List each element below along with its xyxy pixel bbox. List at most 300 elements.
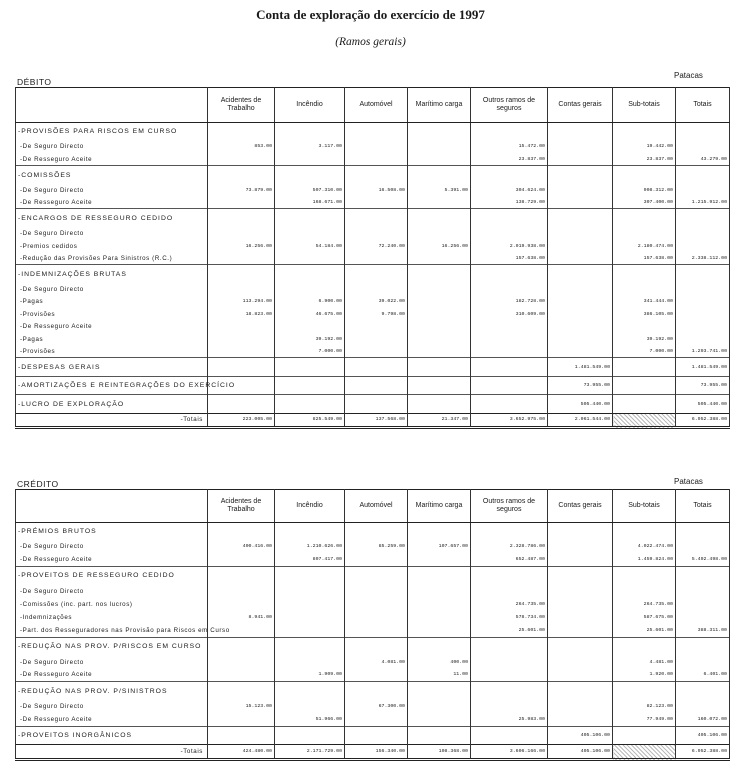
cell-value [345,726,408,744]
table-row [16,655,730,668]
cell-value: 1.459.824.00 [613,553,676,566]
cell-value: 2.328.786.00 [471,540,548,553]
total-value: 405.106.00 [548,744,613,759]
cell-value: 6.900.00 [275,296,345,308]
row-label: -PRÉMIOS BRUTOS [16,522,208,540]
cell-value [471,682,548,700]
cell-value [208,713,275,726]
cell-value [208,553,275,566]
table-row [16,240,730,252]
cell-value: 2.338.112.00 [676,252,730,264]
column-header: Marítimo carga [408,88,471,123]
cell-value [613,166,676,184]
cell-value [676,166,730,184]
cell-value [208,252,275,264]
cell-value [345,166,408,184]
cell-value [676,700,730,713]
cell-value [345,227,408,239]
cell-value [345,522,408,540]
section-heading-row [16,265,730,283]
cell-value [548,296,613,308]
cell-value [208,333,275,345]
section-heading-row [16,358,730,376]
cell-value [676,308,730,320]
row-label: -ENCARGOS DE RESSEGURO CEDIDO [16,209,208,227]
total-value: 21.347.00 [408,413,471,427]
cell-value [613,376,676,394]
cell-value [548,669,613,682]
cell-value: 4.081.00 [345,655,408,668]
cell-value: 264.735.00 [471,598,548,611]
total-value: 6.952.388.00 [676,744,730,759]
cell-value [471,209,548,227]
cell-value [275,682,345,700]
cell-value: 23.837.00 [613,153,676,165]
cell-value [208,682,275,700]
cell-value [676,141,730,153]
credit-currency-label: Patacas [674,477,703,486]
cell-value: 16.256.00 [408,240,471,252]
cell-value: 72.240.00 [345,240,408,252]
cell-value [345,265,408,283]
cell-value [471,585,548,598]
cell-value [471,522,548,540]
cell-value [408,395,471,413]
cell-value [275,358,345,376]
cell-value [345,713,408,726]
row-label: -PROVEITOS INORGÂNICOS [16,726,208,744]
cell-value [676,227,730,239]
section-heading-row [16,522,730,540]
column-header: Incêndio [275,88,345,123]
cell-value [408,522,471,540]
cell-value [548,598,613,611]
column-header: Sub-totais [613,490,676,523]
row-label: -REDUÇÃO NAS PROV. P/SINISTROS [16,682,208,700]
cell-value [345,321,408,333]
cell-value [275,726,345,744]
cell-value: 39.192.00 [613,333,676,345]
cell-value [471,637,548,655]
cell-value [471,321,548,333]
cell-value [208,637,275,655]
cell-value [345,682,408,700]
cell-value: 15.123.00 [208,700,275,713]
cell-value [408,726,471,744]
cell-value [208,585,275,598]
cell-value [548,209,613,227]
cell-value [208,346,275,358]
header-row [16,88,730,123]
cell-value [345,209,408,227]
cell-value [548,166,613,184]
cell-value [208,726,275,744]
cell-value [275,283,345,295]
cell-value [676,598,730,611]
cell-value [408,227,471,239]
cell-value [208,153,275,165]
cell-value [345,153,408,165]
cell-value [548,321,613,333]
cell-value [208,283,275,295]
cell-value [548,624,613,637]
cell-value: 5.492.498.00 [676,553,730,566]
cell-value: 160.072.00 [676,713,730,726]
row-label: -De Resseguro Aceite [16,196,208,208]
cell-value: 400.00 [408,655,471,668]
cell-value: 16.508.00 [345,184,408,196]
cell-value [275,122,345,140]
cell-value [613,395,676,413]
cell-value: 73.879.00 [208,184,275,196]
hatched-subtotal-cell [613,413,676,427]
cell-value [471,166,548,184]
cell-value [275,624,345,637]
cell-value: 51.966.00 [275,713,345,726]
table-row [16,333,730,345]
cell-value: 388.311.00 [676,624,730,637]
header-row [16,490,730,523]
row-label: -Premios cedidos [16,240,208,252]
row-label: -Redução das Provisões Para Sinistros (R.C.) [16,252,208,264]
cell-value [345,611,408,624]
cell-value [613,585,676,598]
row-label: -De Seguro Directo [16,700,208,713]
row-label: -PROVISÕES PARA RISCOS EM CURSO [16,122,208,140]
cell-value [471,395,548,413]
cell-value [208,321,275,333]
cell-value: 113.294.00 [208,296,275,308]
cell-value [548,283,613,295]
cell-value [408,567,471,585]
total-value: 137.568.00 [345,413,408,427]
cell-value: 807.417.00 [275,553,345,566]
cell-value [676,333,730,345]
cell-value [676,540,730,553]
cell-value [676,122,730,140]
cell-value [676,567,730,585]
cell-value [208,655,275,668]
cell-value [408,252,471,264]
cell-value: 23.837.00 [471,153,548,165]
cell-value [408,166,471,184]
cell-value: 4.481.00 [613,655,676,668]
column-header: Totais [676,88,730,123]
cell-value: 43.279.00 [676,153,730,165]
total-value: 223.005.00 [208,413,275,427]
cell-value [408,682,471,700]
cell-value [548,522,613,540]
cell-value: 5.391.00 [408,184,471,196]
cell-value [548,540,613,553]
cell-value [345,637,408,655]
column-header: Outros ramos de seguros [471,88,548,123]
cell-value: 15.472.00 [471,141,548,153]
cell-value: 400.416.00 [208,540,275,553]
cell-value [345,553,408,566]
cell-value: 19.442.00 [613,141,676,153]
row-label: -COMISSÕES [16,166,208,184]
cell-value: 405.106.00 [548,726,613,744]
cell-value [548,637,613,655]
cell-value [471,655,548,668]
cell-value: 157.638.00 [613,252,676,264]
cell-value [548,713,613,726]
section-heading-row [16,682,730,700]
totals-label: -Totais [16,413,208,427]
cell-value [275,209,345,227]
cell-value [676,296,730,308]
cell-value [275,376,345,394]
cell-value [275,522,345,540]
cell-value [275,153,345,165]
cell-value [471,265,548,283]
cell-value: 405.106.00 [676,726,730,744]
row-label: -De Seguro Directo [16,655,208,668]
credit-section-label: CRÉDITO [17,479,59,489]
cell-value: 2.180.474.00 [613,240,676,252]
row-label: -Indemnizações [16,611,208,624]
cell-value: 18.823.00 [208,308,275,320]
cell-value [408,611,471,624]
cell-value: 652.487.00 [471,553,548,566]
section-heading-row [16,726,730,744]
total-value: 3.652.975.00 [471,413,548,427]
cell-value [548,567,613,585]
row-label: -Pagas [16,333,208,345]
cell-value [208,567,275,585]
cell-value: 1.481.549.00 [548,358,613,376]
cell-value [345,395,408,413]
cell-value [613,283,676,295]
section-heading-row [16,376,730,394]
cell-value [275,655,345,668]
cell-value: 6.401.00 [676,669,730,682]
cell-value [408,700,471,713]
cell-value [676,240,730,252]
cell-value [613,321,676,333]
row-label: -REDUÇÃO NAS PROV. P/RISCOS EM CURSO [16,637,208,655]
cell-value [471,227,548,239]
totals-row [16,413,730,427]
cell-value [208,358,275,376]
row-label: -De Resseguro Aceite [16,321,208,333]
cell-value: 25.983.00 [471,713,548,726]
cell-value: 25.601.00 [471,624,548,637]
cell-value [275,166,345,184]
table-row [16,713,730,726]
cell-value [408,265,471,283]
row-label: -AMORTIZAÇÕES E REINTEGRAÇÕES DO EXERCÍCIO [16,376,208,394]
cell-value [408,585,471,598]
column-header: Totais [676,490,730,523]
cell-value: 73.955.00 [676,376,730,394]
cell-value [408,196,471,208]
row-label: -De Resseguro Aceite [16,153,208,165]
cell-value: 587.675.00 [613,611,676,624]
total-value: 6.952.388.00 [676,413,730,427]
cell-value [548,122,613,140]
cell-value [471,726,548,744]
header-blank [16,490,208,523]
cell-value [345,196,408,208]
cell-value [208,265,275,283]
column-header: Outros ramos de seguros [471,490,548,523]
row-label: -Pagas [16,296,208,308]
cell-value [408,209,471,227]
cell-value [613,209,676,227]
cell-value [676,585,730,598]
table-row [16,308,730,320]
cell-value: 39.192.00 [275,333,345,345]
cell-value [408,153,471,165]
cell-value [275,637,345,655]
cell-value [208,522,275,540]
cell-value [275,395,345,413]
cell-value: 505.440.00 [676,395,730,413]
cell-value: 8.941.00 [208,611,275,624]
column-header: Contas gerais [548,490,613,523]
cell-value [275,321,345,333]
cell-value [548,184,613,196]
cell-value: 85.259.00 [345,540,408,553]
cell-value [676,637,730,655]
cell-value [676,283,730,295]
cell-value [676,522,730,540]
cell-value [408,333,471,345]
row-label: -LUCRO DE EXPLORAÇÃO [16,395,208,413]
cell-value [676,611,730,624]
cell-value: 310.609.00 [471,308,548,320]
cell-value: 54.184.00 [275,240,345,252]
cell-value [345,252,408,264]
cell-value [408,346,471,358]
cell-value [275,252,345,264]
table-row [16,296,730,308]
cell-value [208,598,275,611]
total-value: 2.061.544.00 [548,413,613,427]
cell-value: 168.671.00 [275,196,345,208]
cell-value [408,358,471,376]
section-heading-row [16,395,730,413]
cell-value [613,227,676,239]
cell-value [471,358,548,376]
credit-table [15,489,730,761]
section-heading-row [16,209,730,227]
table-row [16,227,730,239]
cell-value [548,153,613,165]
cell-value: 4.022.474.00 [613,540,676,553]
cell-value: 11.00 [408,669,471,682]
total-value: 825.549.00 [275,413,345,427]
row-label: -Part. dos Resseguradores nas Provisão para Riscos em Curso [16,624,208,637]
cell-value [548,700,613,713]
cell-value [345,333,408,345]
cell-value: 1.215.912.00 [676,196,730,208]
table-row [16,346,730,358]
column-header: Marítimo carga [408,490,471,523]
cell-value [548,333,613,345]
row-label: -De Seguro Directo [16,283,208,295]
table-row [16,553,730,566]
cell-value: 341.444.00 [613,296,676,308]
cell-value [408,296,471,308]
cell-value: 7.000.00 [275,346,345,358]
cell-value [548,308,613,320]
total-value: 2.171.729.00 [275,744,345,759]
cell-value [345,624,408,637]
section-heading-row [16,567,730,585]
hatched-subtotal-cell [613,744,676,759]
cell-value: 1.909.00 [275,669,345,682]
cell-value: 157.638.00 [471,252,548,264]
totals-label: -Totais [16,744,208,759]
row-label: -De Seguro Directo [16,227,208,239]
column-header: Automóvel [345,490,408,523]
column-header: Sub-totais [613,88,676,123]
table-row [16,611,730,624]
cell-value [275,598,345,611]
cell-value [208,196,275,208]
section-heading-row [16,637,730,655]
cell-value [408,637,471,655]
totals-row [16,744,730,759]
cell-value [548,585,613,598]
cell-value [408,713,471,726]
row-label: -PROVEITOS DE RESSEGURO CEDIDO [16,567,208,585]
cell-value [676,184,730,196]
row-label: -De Seguro Directo [16,540,208,553]
cell-value [345,567,408,585]
cell-value [345,283,408,295]
cell-value [345,346,408,358]
cell-value: 182.728.00 [471,296,548,308]
cell-value [471,283,548,295]
cell-value: 1.293.741.00 [676,346,730,358]
row-label: -De Seguro Directo [16,585,208,598]
table-row [16,184,730,196]
cell-value: 73.955.00 [548,376,613,394]
row-label: -De Seguro Directo [16,141,208,153]
cell-value [345,669,408,682]
table-row [16,585,730,598]
column-header: Automóvel [345,88,408,123]
total-value: 3.606.166.00 [471,744,548,759]
debit-currency-label: Patacas [674,71,703,80]
cell-value [208,122,275,140]
row-label: -De Resseguro Aceite [16,713,208,726]
cell-value [676,321,730,333]
cell-value [613,358,676,376]
cell-value [548,240,613,252]
column-header: Acidentes de Trabalho [208,490,275,523]
cell-value [471,376,548,394]
table-row [16,141,730,153]
cell-value [208,166,275,184]
cell-value [613,637,676,655]
column-header: Acidentes de Trabalho [208,88,275,123]
cell-value [208,227,275,239]
cell-value: 908.312.00 [613,184,676,196]
row-label: -INDEMNIZAÇÕES BRUTAS [16,265,208,283]
cell-value [676,655,730,668]
cell-value: 1.210.626.00 [275,540,345,553]
cell-value: 505.440.00 [548,395,613,413]
cell-value [275,265,345,283]
total-value: 108.368.00 [408,744,471,759]
row-label: -Comissões (inc. part. nos lucros) [16,598,208,611]
cell-value: 1.481.549.00 [676,358,730,376]
